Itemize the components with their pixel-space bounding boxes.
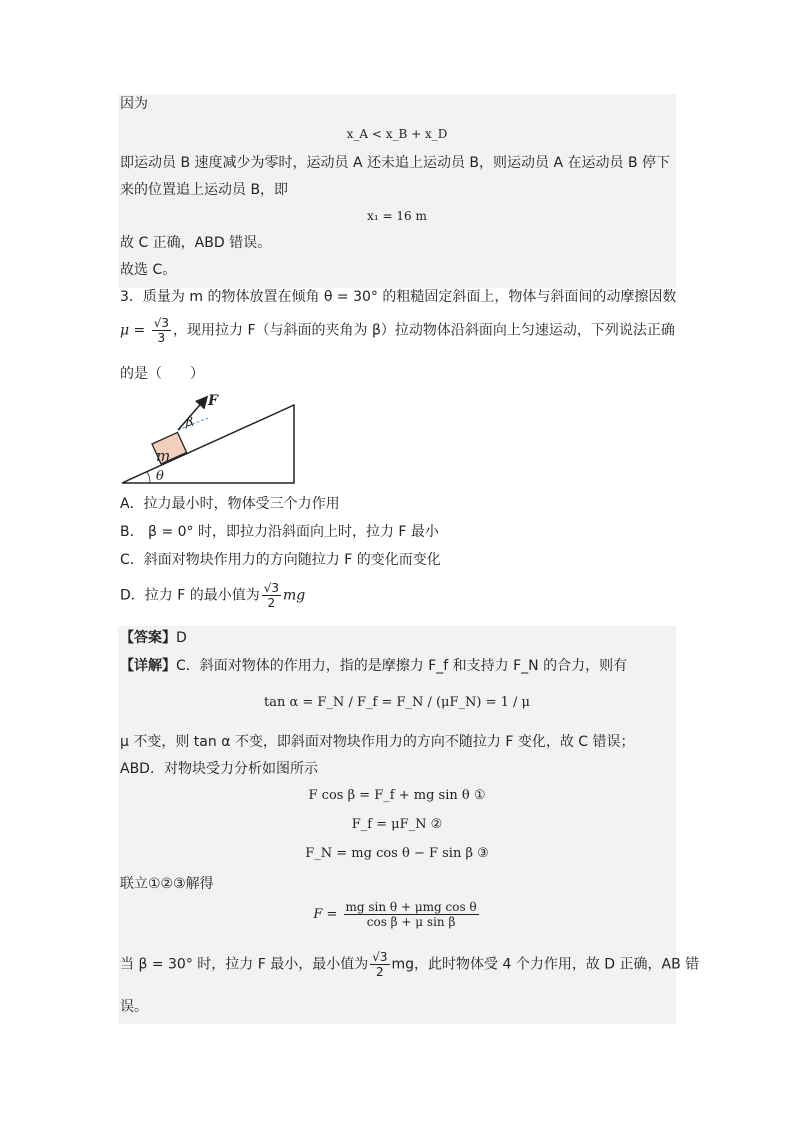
question-stem-1: 3．质量为 m 的物体放置在倾角 θ = 30° 的粗糙固定斜面上，物体与斜面间的动摩擦因数 [120, 289, 677, 305]
mu-denominator: 3 [157, 331, 166, 345]
force-label: F [208, 393, 218, 409]
final-line-2: 误。 [120, 999, 148, 1015]
detail-line-2: μ 不变，则 tan α 不变，即斜面对物块作用力的方向不随拉力 F 变化，故 C 错误； [120, 734, 635, 750]
combine-line: 联立①②③解得 [120, 876, 214, 892]
question-stem-3: 的是（ ） [120, 366, 204, 382]
option-d-denominator: 2 [267, 596, 276, 610]
equation-2: F_f = μF_N ② [351, 817, 443, 832]
incline-figure [116, 390, 306, 490]
mu-numerator: √3 [153, 316, 170, 330]
force-denominator: cos β + μ sin β [366, 915, 456, 929]
force-fraction [344, 900, 479, 929]
final-numerator: √3 [372, 950, 388, 964]
option-d-numerator: √3 [263, 581, 280, 595]
final-denominator: 2 [376, 965, 384, 979]
option-b: B． β = 0° 时，即拉力沿斜面向上时，拉力 F 最小 [120, 524, 439, 540]
solution-conclusion: 故 C 正确，ABD 错误。 [120, 235, 272, 251]
solution-line-2: 来的位置追上运动员 B，即 [120, 182, 289, 198]
answer-value: D [176, 630, 187, 646]
equation-3: F_N = mg cos θ − F sin β ③ [305, 846, 489, 861]
because-text: 因为 [120, 96, 148, 112]
force-numerator: mg sin θ + μmg cos θ [345, 900, 477, 914]
theta-arc [147, 472, 150, 483]
option-d-pre: D．拉力 F 的最小值为 [120, 587, 260, 604]
block-mass-label: m [156, 447, 171, 465]
force-formula-lhs: F = [313, 907, 338, 922]
option-a: A．拉力最小时，物体受三个力作用 [120, 496, 340, 512]
answer-line [120, 628, 187, 648]
final-fraction [370, 950, 389, 979]
force-formula [118, 900, 676, 929]
solution-line-1: 即运动员 B 速度减少为零时，运动员 A 还未追上运动员 B，则运动员 A 在运动员 B 停下 [120, 155, 671, 171]
final-line-1 [120, 950, 699, 979]
mu-fraction [152, 316, 171, 345]
incline-triangle [122, 405, 294, 483]
answer-label: 【答案】 [120, 630, 176, 646]
question-stem-2 [120, 316, 675, 345]
theta-label: θ [156, 469, 164, 484]
detail-label: 【详解】 [120, 658, 176, 674]
option-d-fraction [262, 581, 281, 610]
x1-formula: x₁ = 16 m [367, 209, 427, 223]
tan-equation: tan α = F_N / F_f = F_N / (μF_N) = 1 / μ [264, 695, 530, 710]
beta-label: β [186, 415, 193, 429]
final-post: mg，此时物体受 4 个力作用，故 D 正确，AB 错 [391, 956, 700, 973]
detail-text-1: C．斜面对物体的作用力，指的是摩擦力 F_f 和支持力 F_N 的合力，则有 [176, 658, 628, 674]
stem-2-text: ，现用拉力 F（与斜面的夹角为 β）拉动物体沿斜面向上匀速运动，下列说法正确 [173, 322, 675, 339]
equation-1: F cos β = F_f + mg sin θ ① [308, 788, 486, 803]
option-d-post: mg [283, 587, 306, 604]
solution-choice: 故选 C。 [120, 262, 177, 278]
option-c: C．斜面对物块作用力的方向随拉力 F 的变化而变化 [120, 552, 441, 568]
mu-lhs: μ = [120, 322, 146, 339]
detail-line-3: ABD．对物块受力分析如图所示 [120, 761, 318, 777]
option-d [120, 581, 305, 610]
detail-line-1 [120, 656, 627, 676]
final-pre: 当 β = 30° 时，拉力 F 最小，最小值为 [120, 956, 369, 973]
inequality-formula: x_A < x_B + x_D [346, 127, 448, 141]
